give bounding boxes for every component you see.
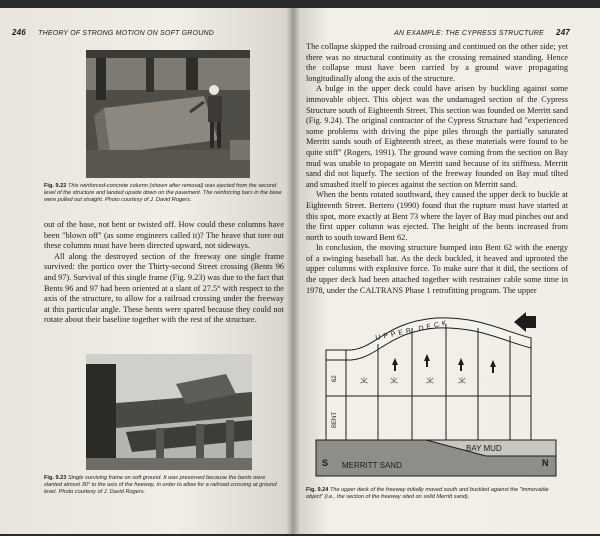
fig-922-caption (44, 183, 284, 205)
merritt-sand-label: MERRITT SAND (342, 461, 402, 470)
bent-label: BENT (332, 411, 338, 428)
book-gutter (286, 8, 300, 534)
right-paragraph: When the bents rotated southward, they caused the upper deck to buckle at Eighteenth Street. Bertero (1990) found that the rupture must have started at this spot, more exactly at Bent 73 where the layer of Bay mud pinches out and the first upper column was ejected. The height of the bents increased from north to south toward Bent 62. (306, 190, 568, 242)
left-body-text (44, 220, 284, 326)
fig-923-photo (86, 354, 252, 470)
left-running-head (12, 28, 214, 37)
bent-columns (326, 325, 531, 446)
fig-924-caption-text: The upper deck of the freeway initially moved south and buckled against the "immovable object" (i.e., the section of the freeway sited on solid Merritt sand). (306, 487, 549, 501)
south-arrow (514, 312, 526, 332)
right-body-text (306, 42, 568, 296)
left-page (0, 8, 292, 534)
fig-922-caption-text: This reinforced-concrete column (shown after removal) was ejected from the second level of the structure and landed upside down on the pavement. The reinforcing bars in the base were pulled out straight. Photo courtesy of J. David Rogers. (44, 183, 282, 204)
fig-922-label: Fig. 9.22 (44, 183, 67, 189)
right-running-head (394, 28, 570, 37)
right-paragraph: In conclusion, the moving structure bumped into Bent 62 with the energy of a swinging baseball bat. As the deck buckled, it heaved and uprooted the upper columns with explosive force. To make sure that it did, the sections of the upper deck had been attached together with restrainer cable some time in 1978, under the CALTRANS Phase 1 retrofitting program. The upper (306, 243, 568, 295)
fig-923-caption (44, 475, 284, 497)
bent-62-label: 62 (332, 375, 338, 382)
right-paragraph: A bulge in the upper deck could have arisen by buckling against some immovable object. This object was the undamaged section of the Cypress Structure south of Eighteenth Street. This section was founded on Merritt sand (Fig. 9.24). The original contractor of the Cypress Structure had "experienced some problems with driving the pipe piles through the partially saturated Merritt sands south of Eighteenth street, as these materials were found to be quite stiff" (Rogers, 1991). The ground wave coming from the section on Bay mud was unable to propagate on Merritt sand because of its stiffness. Merritt sand did not liquefy. The section of the freeway founded on Bay mud tilted and smashed itself to pieces against the section on Merritt sand. (306, 84, 568, 189)
right-running-title: AN EXAMPLE: THE CYPRESS STRUCTURE (394, 30, 544, 37)
upper-deck-label: UPPER DECK (374, 319, 451, 342)
bay-mud-label: BAY MUD (466, 444, 502, 453)
fig-924-label: Fig. 9.24 (306, 487, 329, 493)
south-marker: S (322, 458, 329, 468)
right-paragraph: The collapse skipped the railroad crossing and continued on the other side; yet there was no structural continuity as the crossing remained standing. Hence the collapse must have been carried by a ground wave propagating longitudinally along the axis of the structure. (306, 42, 568, 83)
fig-923-label: Fig. 9.23 (44, 475, 67, 481)
north-marker: N (542, 458, 549, 468)
left-running-title: THEORY OF STRONG MOTION ON SOFT GROUND (38, 30, 214, 37)
left-page-number: 246 (12, 28, 26, 37)
up-arrows (392, 354, 496, 373)
burst-marks (360, 377, 466, 383)
fig-924-caption (306, 487, 566, 501)
left-paragraph: All along the destroyed section of the freeway one single frame survived: the portico over the Thirty-second Street crossing (Bents 96 and 97). Survival of this single frame (Fig. 9.23) was due to the fact that Bents 96 and 97 had been oriented at a slant of 27.5° with respect to the axis of the structure, to allow for a railroad crossing under the freeway at this particular angle. These bents were spared because they could not rotate about their baseline together with the rest of the structure. (44, 251, 284, 325)
fig-922-photo-drawing (86, 50, 250, 178)
right-page-number: 247 (556, 28, 570, 37)
fig-923-caption-text: Single surviving frame on soft ground. It was preserved because the bents were slanted almost 30° to the axis of the freeway, in order to allow for a railroad crossing at ground level. Photo courtesy of J. David Rogers. (44, 475, 277, 496)
fig-922-photo (86, 50, 250, 178)
fig-924-diagram (306, 310, 564, 482)
fig-923-photo-drawing (86, 354, 252, 470)
freeway-diagram (306, 310, 564, 482)
south-arrow-tail (526, 316, 536, 328)
left-paragraph: out of the base, not bent or twisted off. How could these columns have been "blown off" (as some engineers called it)? The heave that tore out these columns must have been directed upward, not sideways. (44, 220, 284, 251)
right-page (292, 8, 600, 534)
